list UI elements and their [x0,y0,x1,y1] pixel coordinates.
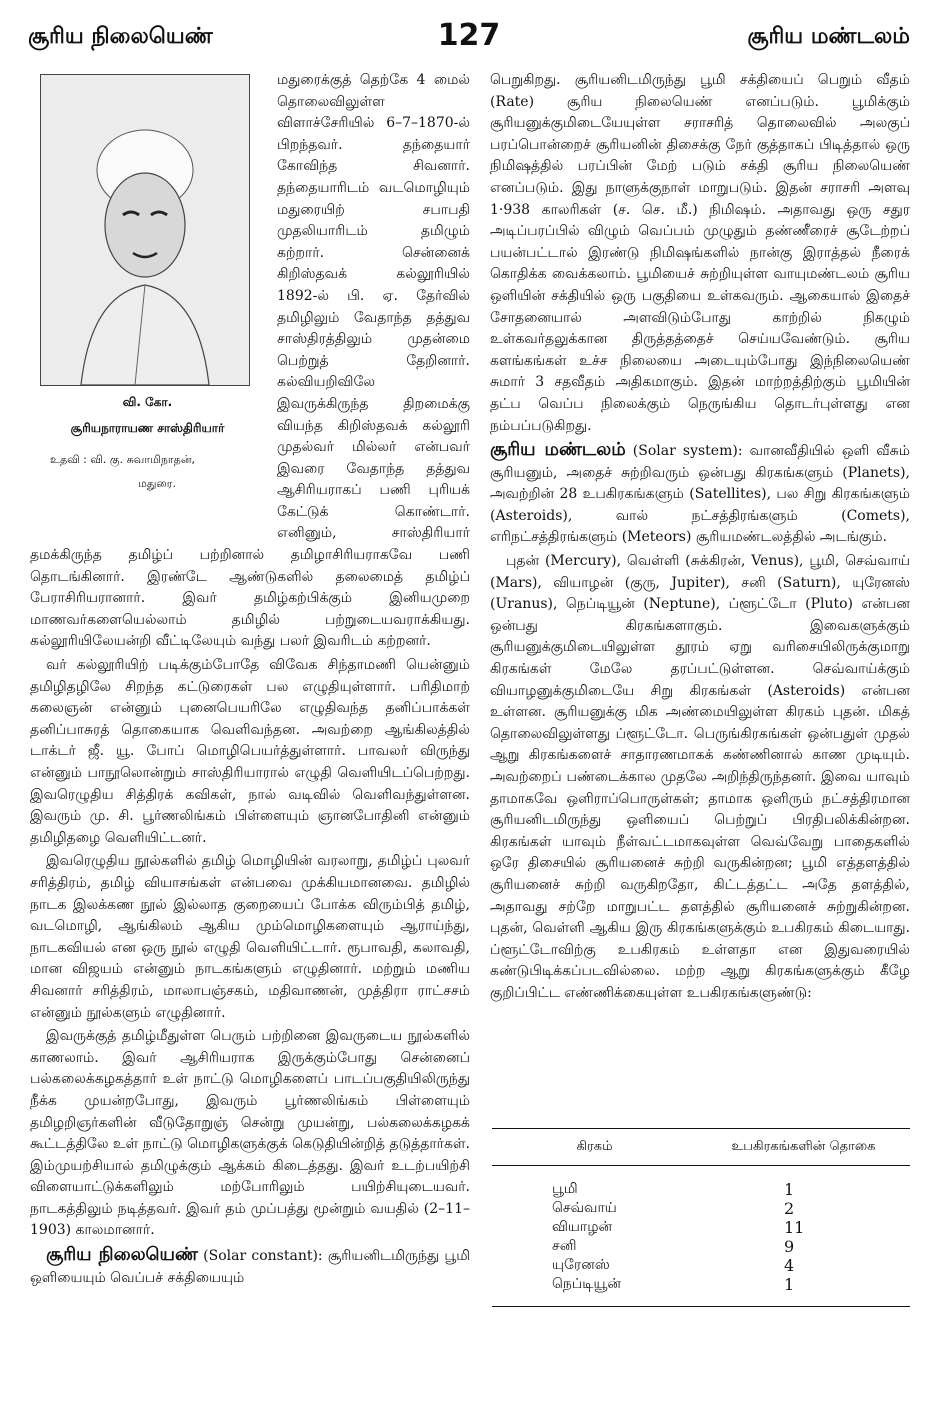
planet-name: பூமி [552,1180,578,1197]
table-header-satellite-count: உபகிரகங்களின் தொகை [731,1139,876,1154]
table-header-planet: கிரகம் [576,1139,613,1154]
solar-system-term: சூரிய மண்டலம் [490,439,626,461]
solar-system-definition: (Solar system): வானவீதியில் ஒளி வீசும் சூரியனும், அதைச் சுற்றிவரும் ஒன்பது கிரகங்களும் (Planets), அவற்றின் 28 உபகிரகங்களும் (Satellites), பல சிறு கிரகங்களும் (Asteroids), வால் நட்சத்திரங்களும் (Comets), எரிநட்சத்திரங்களும் (Meteors) சூரியமண்டலத்தில் அடங்கும். [490,443,911,546]
table-row [492,1218,910,1237]
planet-name: நெப்டியூன் [552,1275,621,1292]
planet-name: வியாழன் [552,1218,613,1235]
page-number: 127 [437,18,501,53]
portrait-figure [30,74,265,544]
table-body [492,1166,910,1306]
planet-name: சனி [552,1237,577,1254]
right-column [490,70,910,1007]
portrait-illustration [41,75,249,385]
portrait-credit-line-1: உதவி : வி. கு. சுவாமிநாதன், [50,453,195,467]
satellite-count: 11 [784,1218,805,1237]
left-para-4: இவருக்குத் தமிழ்மீதுள்ள பெரும் பற்றினை இவருடைய நூல்களில் காணலாம். இவர் ஆசிரியராக இருக்கும்போது சென்னைப் பல்கலைக்கழகத்தார் உள் நாட்டு மொழிகளைப் பாடப்பகுதியிலிருந்து நீக்க முயன்றபோது, இவரும் பூர்ணலிங்கம் பிள்ளையும் தமிழறிஞர்களின் வீடுதோறுஞ் சென்று முயன்று, பல்கலைக்கழகக் கூட்டத்திலே உள் நாட்டு மொழிகளுக்குக் கெடுதியின்றித் தடுத்தார்கள். இம்முயற்சியால் தமிழுக்கும் ஆக்கம் கிடைத்தது. இவர் உடற்பயிற்சி விளையாட்டுக்களிலும் மற்போரிலும் பயிற்சியுடையவர். நாடகத்திலும் நடித்தவர். இவர் தம் முப்பத்து மூன்றும் வயதில் (2–11–1903) காலமானார். [30,1028,470,1239]
left-para-3: இவரெழுதிய நூல்களில் தமிழ் மொழியின் வரலாறு, தமிழ்ப் புலவர் சரித்திரம், தமிழ் வியாசங்கள் என்பவை முக்கியமானவை. தமிழில் நாடக இலக்கண நூல் இல்லாத குறையைப் போக்க விரும்பித் தமிழ், வடமொழி, ஆங்கிலம் ஆகிய மும்மொழிகளையும் ஆராய்ந்து, நாடகவியல் என ஒரு நூல் எழுதி வெளியிட்டார். ரூபாவதி, கலாவதி, மான விஜயம் என்னும் நாடகங்களும் எழுதினார். மற்றும் மணிய சிவனார் சரித்திரம், மாலாபஞ்சகம், மதிவாணன், முத்திரா ராட்சசம் என்னும் நூல்களும் எழுதினார். [30,853,470,1021]
right-para-1: பெறுகிறது. சூரியனிடமிருந்து பூமி சக்தியைப் பெறும் வீதம் (Rate) சூரிய நிலையெண் எனப்படும். பூமிக்கும் சூரியனுக்குமிடையேயுள்ள சராசரித் தொலைவில் அலகுப் பரப்பொன்றைச் சூரியனின் திசைக்கு நேர் குத்தாகப் பிடித்தால் ஒரு நிமிஷத்தில் பரப்பின் மேற் படும் சக்தி சூரிய நிலையெண் எனப்படும். இது நாளுக்குநாள் மாறுபடும். இதன் சராசரி அளவு 1·938 காலரிகள் (ச. செ. மீ.) நிமிஷம். அதாவது ஒரு சதுர அடிப்பரப்பில் விழும் வெப்பம் முழுதும் தண்ணீரைச் சூடேற்றப் பயன்பட்டால் இரண்டு நிமிஷங்களில் நான்கு இராத்தல் நீரைக் கொதிக்க வைக்கலாம். பூமியைச் சுற்றியுள்ள வாயுமண்டலம் சூரிய ஒளியின் சக்தியில் ஒரு பகுதியை உள்கவரும். ஆகையால் இதைச் சோதனையால் அளவிடும்போது காற்றில் நிகழும் உள்கவர்தலுக்கான திருத்தத்தைச் செய்யவேண்டும். சூரிய களங்கங்கள் உச்ச நிலையை அடையும்போது இந்நிலையெண் சுமார் 3 சதவீதம் அதிகமாகும். இதன் மாற்றத்திற்கும் பூமியின் தட்ப வெப்ப நிலைக்கும் நெருங்கிய தொடர்புள்ளது என நம்பப்படுகிறது. [490,72,910,434]
portrait-credit-line-2: மதுரை. [138,476,176,490]
solar-system-entry [490,439,910,549]
portrait-photo [40,74,250,386]
table-bottom-rule [492,1306,910,1307]
right-para-2: புதன் (Mercury), வெள்ளி (சுக்கிரன், Venus), பூமி, செவ்வாய் (Mars), வியாழன் (குரு, Jupiter), சனி (Saturn), யுரேனஸ் (Uranus), நெப்டியூன் (Neptune), ப்ளூட்டோ (Pluto) என்பன ஒன்பது கிரகங்களாகும். இவைகளுக்கும் சூரியனுக்குமிடையிலுள்ள தூரம் ஏறு வரிசையிலிருக்குமாறு கிரகங்கள் மேலே தரப்பட்டுள்ளன. செவ்வாய்க்கும் வியாழனுக்குமிடையே சிறு கிரகங்கள் (Asteroids) என்பன உள்ளன. சூரியனுக்கு மிக அண்மையிலுள்ள கிரகம் புதன். மிகத் தொலைவிலுள்ளது ப்ளூட்டோ. பெருங்கிரகங்கள் ஒன்பதுள் முதல் ஆறு கிரகங்களைச் சாதாரணமாகக் கண்ணினால் காண முடியும். அவற்றைப் பண்டைக்கால முதலே அறிந்திருந்தனர். இவை யாவும் தாமாகவே ஒளிராப்பொருள்கள்; தாமாக ஒளிரும் நட்சத்திரமான சூரியனிடமிருந்து ஒளியைப் பெற்றுப் பிரதிபலிக்கின்றன. கிரகங்கள் யாவும் நீள்வட்டமாகவுள்ள வெவ்வேறு பாதைகளில் ஒரே திசையில் சூரியனைச் சுற்றி வருகின்றன; பூமி எத்தளத்தில் சூரியனைச் சுற்றி வருகிறதோ, கிட்டத்தட்ட அதே தளத்தில், அதாவது சற்றே மாறுபட்ட தளத்தில் சூரியனைச் சுற்றுகின்றன. புதன், வெள்ளி ஆகிய இரு கிரகங்களுக்கும் உபகிரகம் கிடையாது. ப்ளூட்டோவிற்கு உபகிரகம் உள்ளதா என இதுவரையில் கண்டுபிடிக்கப்படவில்லை. மற்ற ஆறு கிரகங்களுக்கும் கீழே குறிப்பிட்ட எண்ணிக்கையுள்ள உபகிரகங்களுண்டு: [490,553,910,1001]
satellite-count: 4 [784,1256,795,1275]
page-header [28,18,910,58]
header-right-title: சூரிய மண்டலம் [747,24,910,49]
solar-constant-entry [30,1244,470,1289]
table-row [492,1256,910,1275]
satellite-count: 2 [784,1199,795,1218]
portrait-caption-fullname: சூரியநாராயண சாஸ்திரியார் [70,420,225,435]
left-para-2: வர் கல்லூரியிற் படிக்கும்போதே விவேக சிந்தாமணி யென்னும் தமிழிதழிலே சிறந்த கட்டுரைகள் பல எழுதியுள்ளார். பரிதிமாற் கலைஞன் என்னும் புனைபெயரிலே எழுதிவந்த தனிப்பாக்கள் தனிப்பாசுரத் தொகையாக வெளிவந்தன. அவற்றை ஆங்கிலத்தில் டாக்டர் ஜீ. யூ. போப் மொழிபெயர்த்துள்ளார். பாவலர் விருந்து என்னும் பாநூலொன்றும் சாஸ்திரியாரால் எழுதி வெளியிடப்பெற்றது. இவரெழுதிய சித்திரக் கவிகள், நால் வடிவில் வெளிவந்துள்ளன. இவரும் மு. சி. பூர்ணலிங்கம் பிள்ளையும் ஞானபோதினி என்னும் தமிழிதழை வெளியிட்டனர். [30,657,470,846]
portrait-caption-name: வி. கோ. [122,395,173,409]
planet-name: செவ்வாய் [552,1199,617,1216]
left-para-1-text: மதுரைக்குத் தெற்கே 4 மைல் தொலைவிலுள்ள விளாச்சேரியில் 6–7–1870-ல் பிறந்தவர். தந்தையார் கோவிந்த சிவனார். தந்தையாரிடம் வடமொழியும் மதுரையிற் சபாபதி முதலியாரிடம் தமிழும் கற்றார். சென்னைக் கிறிஸ்தவக் கல்லூரியில் 1892-ல் பி. ஏ. தேர்வில் தமிழிலும் வேதாந்த தத்துவ சாஸ்திரத்திலும் முதன்மை பெற்றுத் தேறினார். கல்வியறிவிலே இவருக்கிருந்த திறமைக்கு வியந்த கிறிஸ்தவக் கல்லூரி முதல்வர் மில்லர் என்பவர் இவரை வேதாந்த தத்துவ ஆசிரியராகப் பணி புரியக் கேட்டுக் கொண்டார். எனினும், சாஸ்திரியார் தமக்கிருந்த தமிழ்ப் பற்றினால் தமிழாசிரியராகவே பணி தொடங்கினார். இரண்டே ஆண்டுகளில் தலைமைத் தமிழ்ப் பேராசிரியரானார். இவர் தமிழ்கற்பிக்கும் இனியமுறை மாணவர்களையெல்லாம் தமிழில் பற்றுடையவராக்கியது. கல்லூரியிலேயன்றி வீட்டிலேயும் வந்து பலர் இவரிடம் கற்றனர். [30,72,470,650]
table-header [492,1129,910,1165]
solar-constant-term: சூரிய நிலையெண் [46,1244,198,1266]
satellite-count: 1 [784,1180,795,1199]
left-column [30,70,470,1291]
table-row [492,1237,910,1256]
table-row [492,1275,910,1294]
table-row [492,1199,910,1218]
header-left-title: சூரிய நிலையெண் [28,24,213,49]
satellite-table [492,1128,910,1307]
satellite-count: 9 [784,1237,795,1256]
satellite-count: 1 [784,1275,795,1294]
solar-constant-definition: (Solar constant): சூரியனிடமிருந்து பூமி ஒளியையும் வெப்பச் சக்தியையும் [30,1248,470,1286]
planet-name: யுரேனஸ் [552,1256,610,1273]
table-row [492,1180,910,1199]
